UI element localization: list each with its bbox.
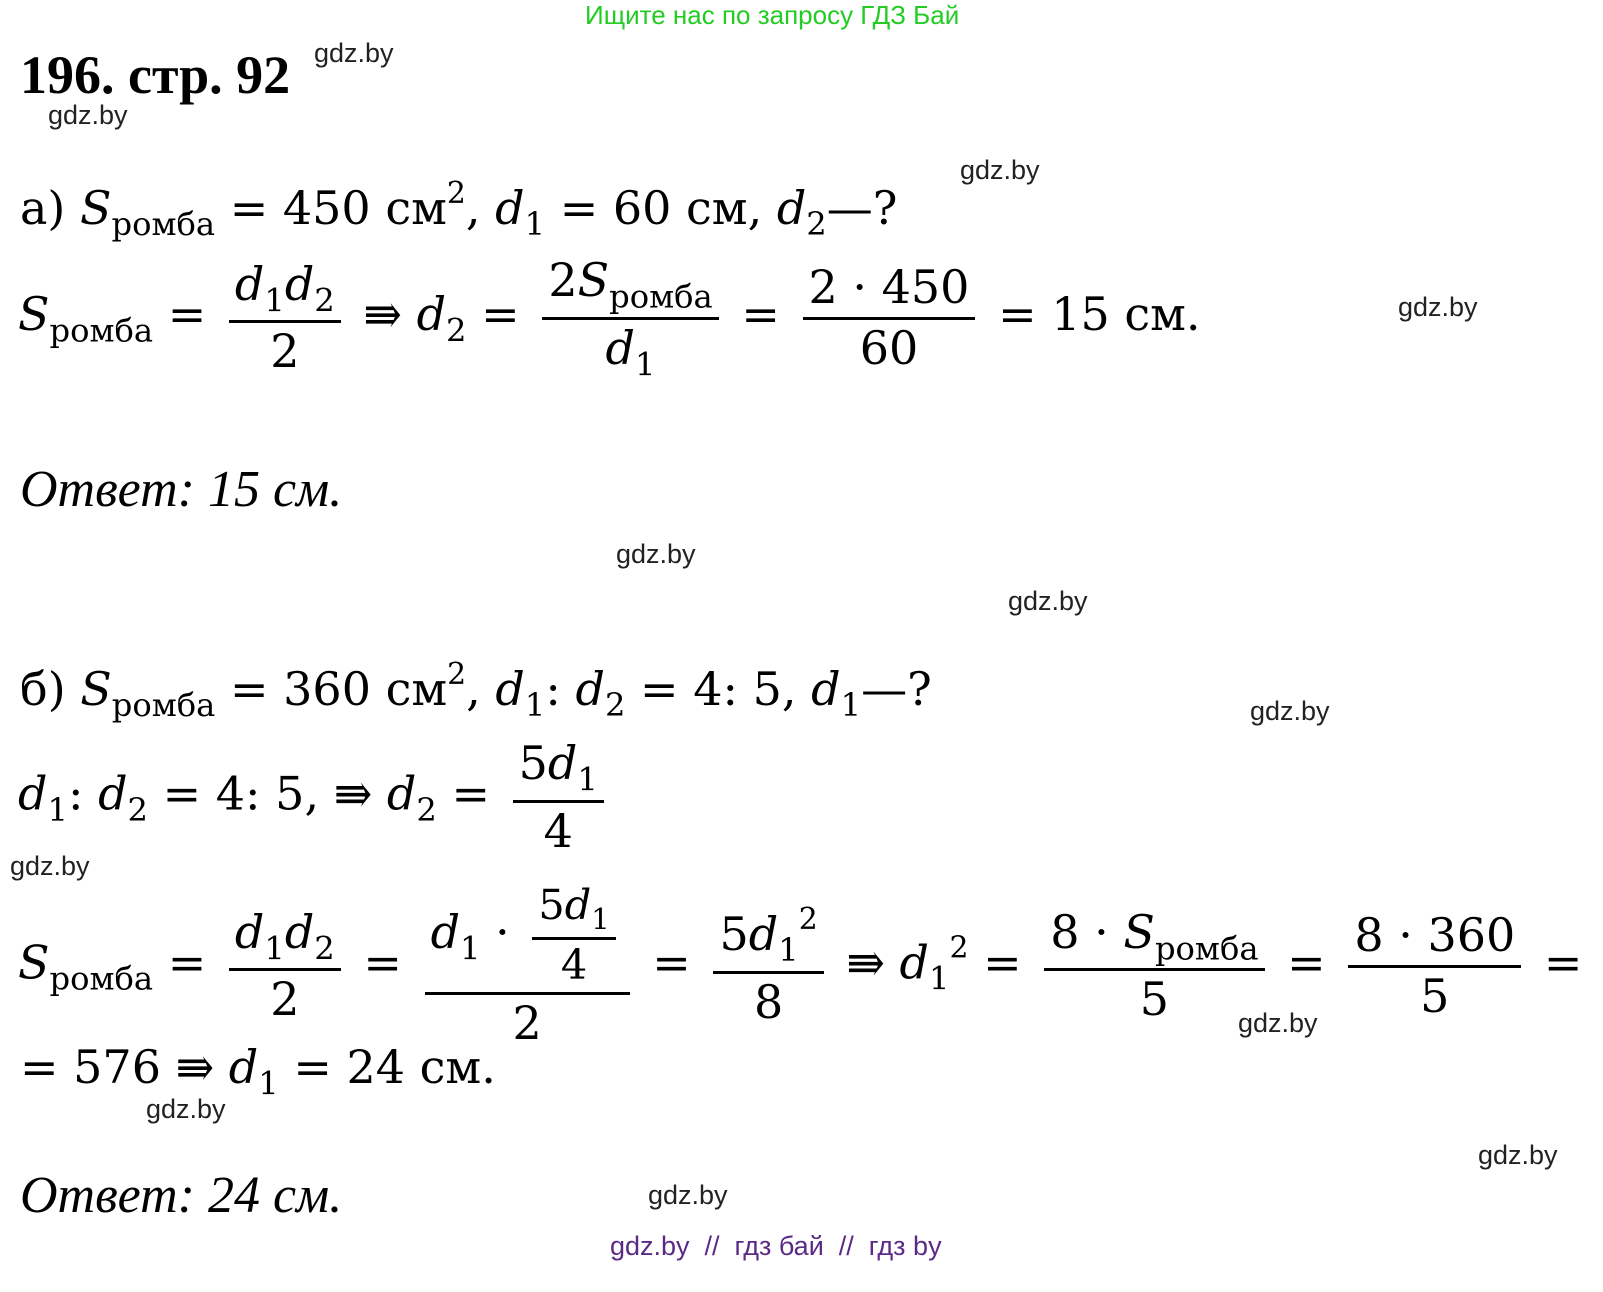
search-banner: Ищите нас по запросу ГДЗ Бай — [585, 0, 960, 30]
area-value: = 450 см — [229, 180, 447, 235]
watermark: gdz.by — [10, 851, 90, 881]
equals-sign: = — [167, 287, 207, 342]
implies-sign: ⇛ — [363, 287, 402, 342]
part-a-result: = 15 см. — [998, 287, 1201, 342]
diagonal-symbol: d — [776, 180, 807, 235]
watermark: gdz.by — [314, 38, 394, 68]
part-b-given: б) $S_{ромба} = 360$ $см^2$, $d_1$: $d_2 = 4$: 5, $d_1—$? — [20, 657, 932, 725]
watermark: gdz.by — [1478, 1140, 1558, 1170]
diagonal-symbol: d — [495, 180, 525, 235]
part-a-given: а) $S_{ромба} = 450$ $см^2$, $d_1 = 60$ см, $d_2—$? — [20, 176, 898, 244]
fraction-5d1sq-over-8: $\frac{5d_1^2}{8}$ — [713, 901, 823, 1031]
watermark: gdz.by — [146, 1094, 226, 1124]
part-a-answer: Ответ: 15 см. — [20, 461, 343, 518]
part-b-equation: $S_{ромба}$ = $\frac{d_1d_2}{2}$ = $d_1$ · $\frac{5d_1}{4}$ 2 = $\frac{5d_1^2}{8}$ ⇛ $d_1^2$ = $\frac{8 \cdot S_{ромба}}{5}$ = $\frac{8 \cdot 360}{5}$ = — [18, 880, 1582, 1053]
unknown-mark: —? — [826, 180, 898, 235]
fraction-8x360-over-5: $\frac{8 \cdot 360}{5}$ — [1348, 907, 1521, 1025]
part-b-answer: Ответ: 24 см. — [20, 1167, 343, 1224]
area-symbol: S — [80, 180, 112, 235]
watermark: gdz.by — [1398, 292, 1478, 322]
watermark: gdz.by — [1238, 1008, 1318, 1038]
footer-links: gdz.by // гдз бай // гдз by — [610, 1231, 942, 1261]
part-b-ratio: $d_1$: $d_2 = 4$: 5, ⇛ $d_2$ = $\frac{5d_1}{4}$ — [18, 735, 612, 860]
watermark: gdz.by — [48, 100, 128, 130]
fraction-5d1-over-4: $\frac{5d_1}{4}$ — [513, 735, 604, 860]
fraction-2s-over-d1: $\frac{2S_{ромба}}{d_1}$ — [542, 252, 718, 384]
watermark: gdz.by — [1008, 586, 1088, 616]
fraction-8s-over-5: $\frac{8 \cdot S_{ромба}}{5}$ — [1044, 904, 1264, 1029]
watermark: gdz.by — [616, 539, 696, 569]
square-exponent: 2 — [446, 176, 466, 211]
rhombus-subscript: ромба — [111, 205, 216, 244]
d1-value: = 60 см, — [559, 180, 763, 235]
watermark: gdz.by — [648, 1180, 728, 1210]
exercise-title: 196. стр. 92 — [20, 45, 291, 105]
part-b-label: б) — [20, 661, 66, 716]
part-a-label: а) — [20, 180, 66, 235]
fraction-d1d2-over-2: $\frac{d_1d_2}{2}$ — [229, 256, 341, 381]
fraction-numeric: $\frac{2 \cdot 450}{60}$ — [803, 259, 976, 377]
part-a-solution: $S_{ромба}$ = $\frac{d_1d_2}{2}$ ⇛ $d_2$ = $\frac{2S_{ромба}}{d_1}$ = $\frac{2 \cdot 450}{60}$ = 15 см. — [18, 253, 1201, 383]
watermark: gdz.by — [1250, 696, 1330, 726]
part-b-result: = 576 ⇛ $d_1 = 24$ см. — [20, 1040, 496, 1103]
watermark: gdz.by — [960, 155, 1040, 185]
fraction-nested: $d_1$ · $\frac{5d_1}{4}$ 2 — [425, 880, 630, 1053]
fraction-d1d2-over-2: $\frac{d_1d_2}{2}$ — [229, 904, 341, 1029]
